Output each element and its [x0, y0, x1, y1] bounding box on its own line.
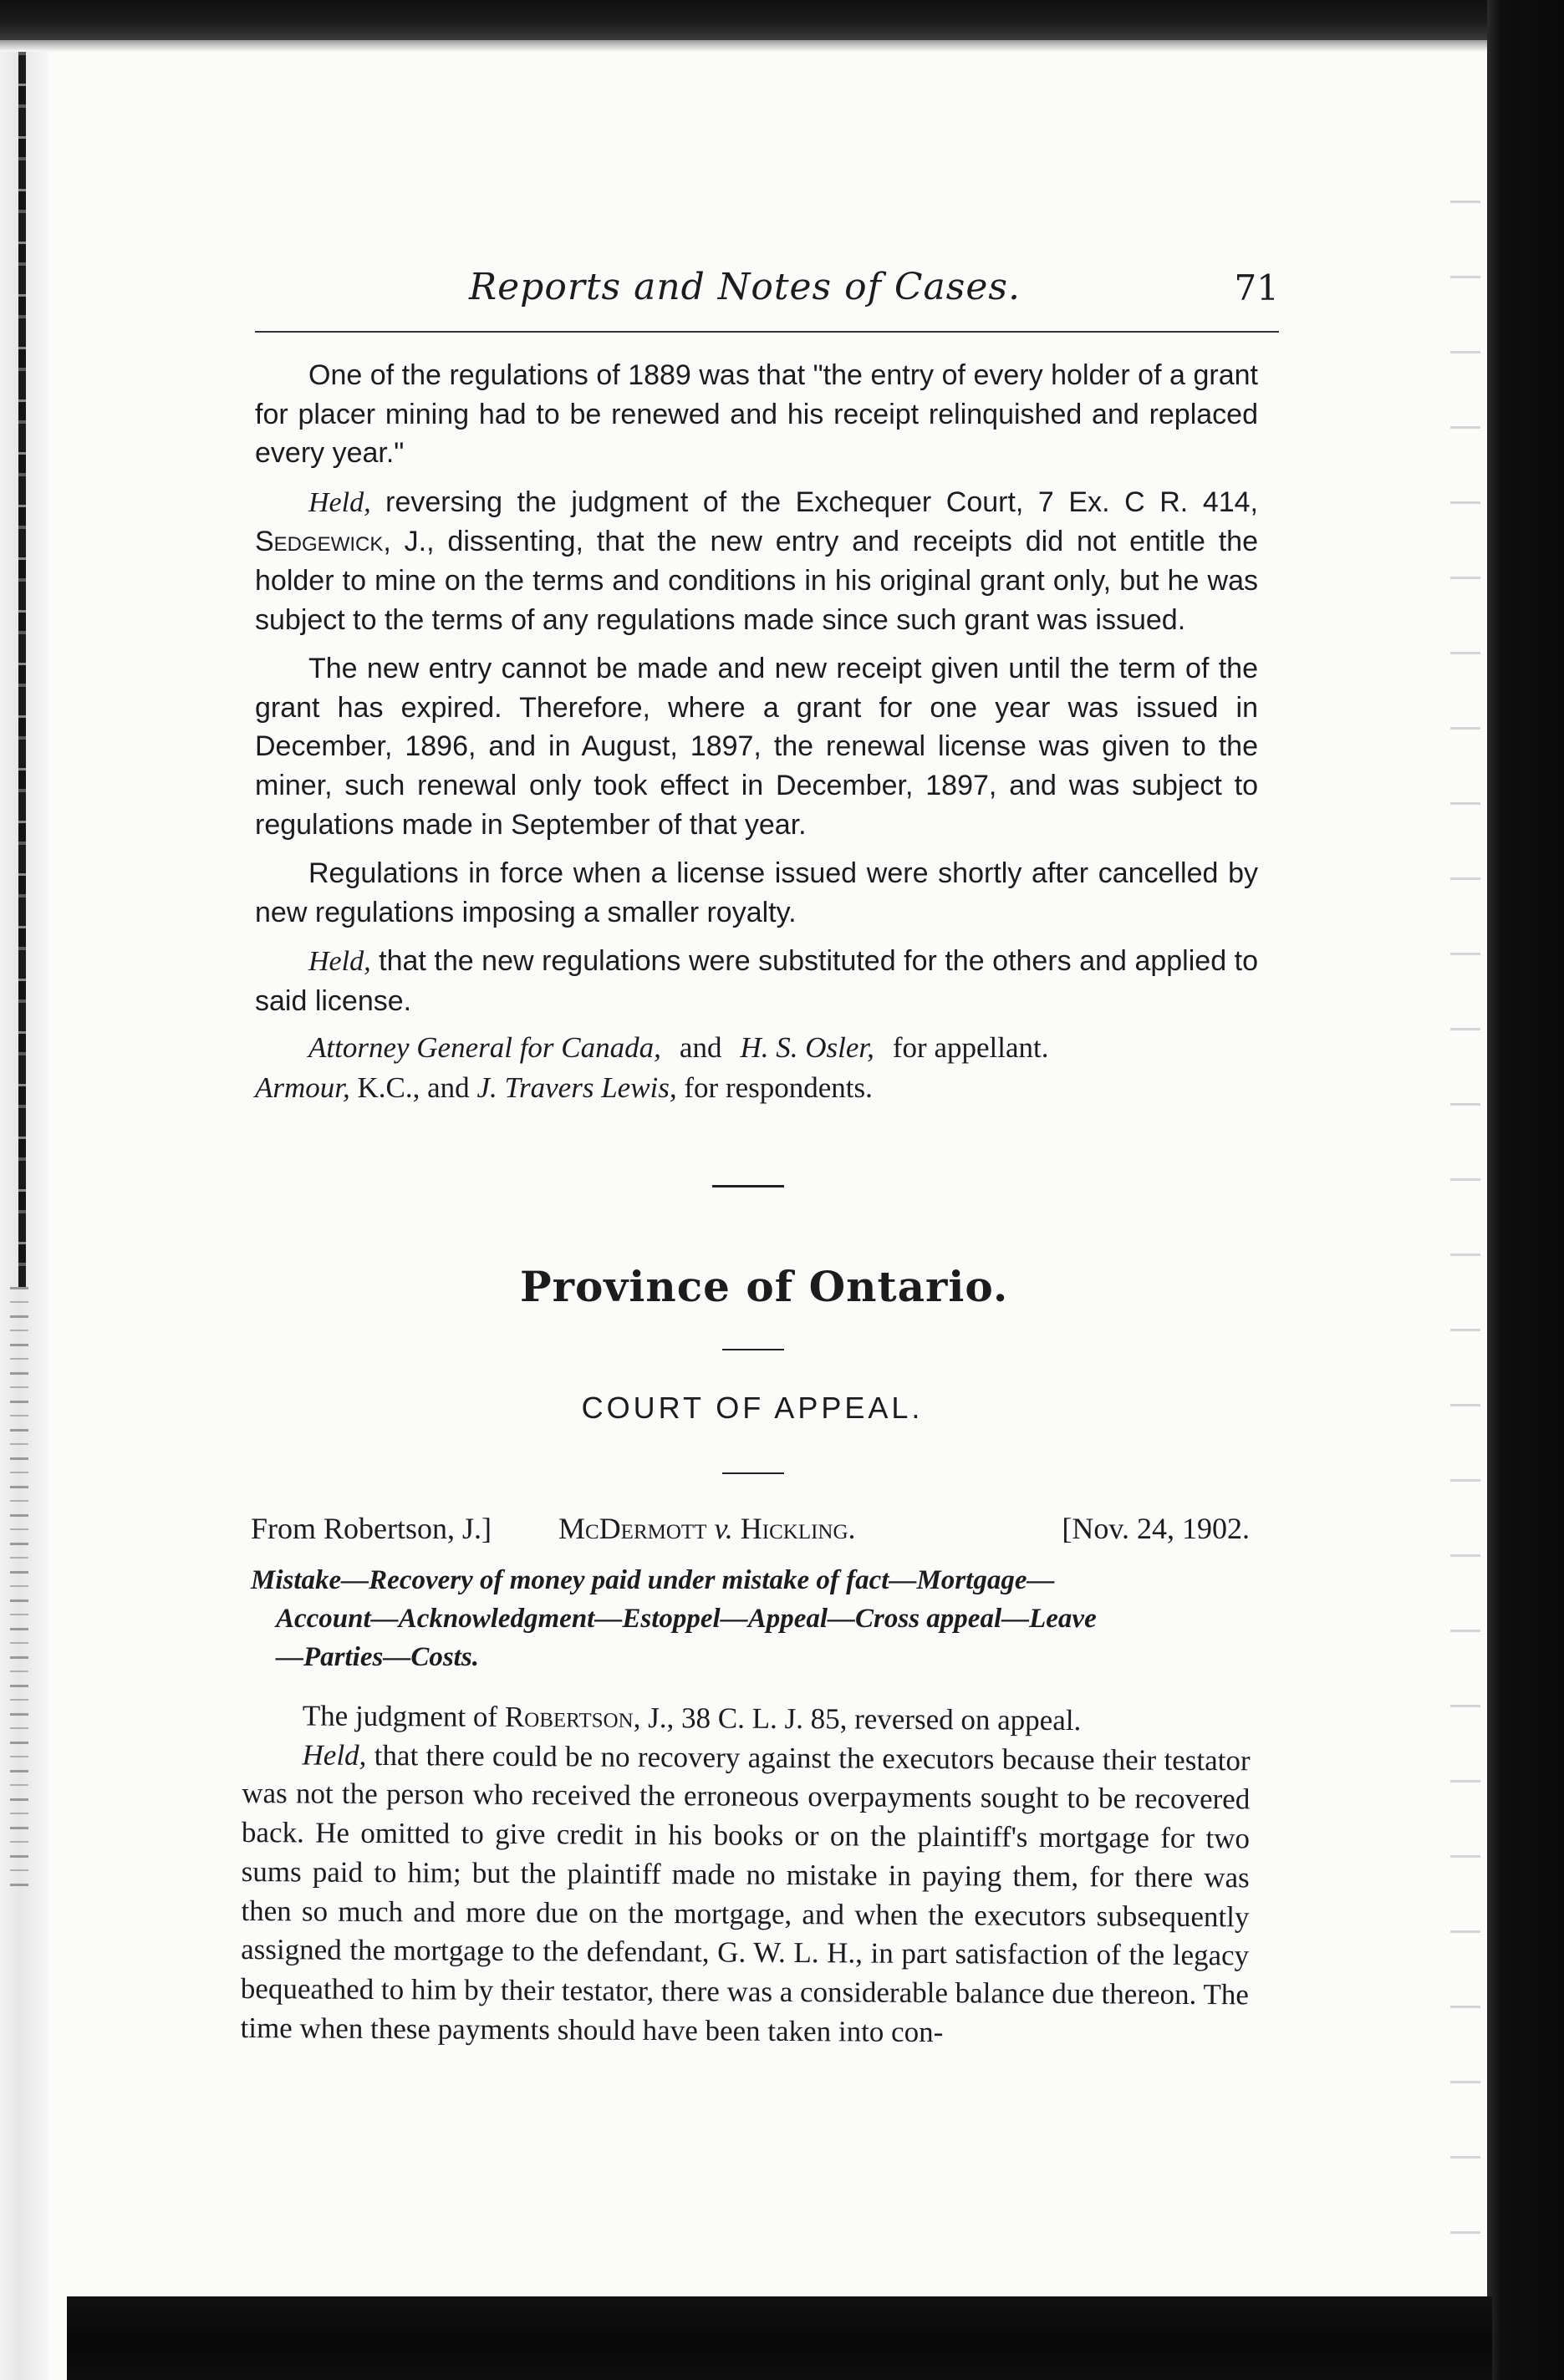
province-heading: Province of Ontario.: [520, 1262, 1009, 1311]
page-number: 71: [1234, 267, 1279, 308]
catchwords: [251, 1561, 1250, 1676]
paragraph: Regulations in force when a license issued were shortly after cancelled by new regulations imposing a smaller royalty.: [255, 857, 1258, 928]
case-from: From Robertson, J.]: [251, 1512, 492, 1545]
case-name: McDermott v. Hickling.: [558, 1512, 856, 1545]
running-head: [255, 261, 1279, 333]
scan-binding-shadow: [18, 33, 26, 1287]
court-heading: COURT OF APPEAL.: [581, 1391, 924, 1425]
case-date: [Nov. 24, 1902.: [1062, 1512, 1250, 1545]
held-lead: Held,: [302, 1738, 367, 1772]
paragraph: Held, reversing the judgment of the Exchequer Court, 7 Ex. C R. 414, Sedgewick, J., dissenting, that the new entry and receipts did not entitle the holder to mine on the terms and conditions in his original grant only, but he was subject to the terms of any regulations made since such grant was issued.: [255, 486, 1258, 636]
counsel-block: [255, 1028, 1258, 1108]
section-divider: [722, 1349, 784, 1350]
case-notes-lower: [240, 1696, 1251, 2054]
paragraph: Held, that the new regulations were substituted for the others and applied to said license.: [255, 945, 1258, 1017]
scan-top-border: [0, 0, 1564, 40]
catchwords-line: Mistake—Recovery of money paid under mistake of fact—Mortgage—: [251, 1565, 1055, 1595]
counsel-line-respondents: Armour, K.C., and J. Travers Lewis, for respondents.: [255, 1071, 873, 1104]
scan-bottom-border: [67, 2296, 1492, 2380]
paragraph: The new entry cannot be made and new receipt given until the term of the grant has expired. Therefore, where a grant for one year was issued in December, 1896, and in August, 1897, the renewal license was given to the miner, such renewal only took effect in December, 1897, and was subject to regulations made in September of that year.: [255, 653, 1258, 841]
section-divider: [722, 1472, 784, 1474]
held-lead: Held,: [308, 946, 371, 978]
scan-top-fade: [0, 40, 1564, 52]
paragraph: One of the regulations of 1889 was that "the entry of every holder of a grant for placer mining had to be renewed and his receipt relinquished and replaced every year.": [255, 359, 1258, 470]
case-style-line: [251, 1511, 1250, 1553]
held-lead: Held,: [308, 486, 371, 518]
running-title: Reports and Notes of Cases.: [469, 266, 1021, 308]
catchwords-line: Account—Acknowledgment—Estoppel—Appeal—Cross appeal—Leave: [276, 1604, 1097, 1634]
scan-right-border: [1487, 0, 1564, 2380]
counsel-line-appellant: Attorney General for Canada, and H. S. Osler, for appellant.: [308, 1031, 1049, 1064]
catchwords-line: —Parties—Costs.: [276, 1642, 479, 1672]
scan-right-speckle: [1450, 167, 1480, 2256]
case-notes-upper: [255, 356, 1258, 1031]
held-paragraph: Held, that there could be no recovery against the executors because their testator was not the person who received the erroneous overpayments sought to be recovered back. He omitted to give credit in his books or on the plaintiff's mortgage for two sums paid to him; but the plaintiff made no mistake in paying them, for there was then so much and more due on the mortgage, and when the executors subsequently assigned the mortgage to the defendant, G. W. L. H., in part satisfaction of the legacy bequeathed to him by their testator, there was a considerable balance due thereon. The time when these payments should have been taken into con-: [240, 1738, 1251, 2048]
judgment-paragraph: The judgment of Robertson, J., 38 C. L. J. 85, reversed on appeal.: [302, 1699, 1082, 1737]
scan-speckle: [10, 1287, 28, 1889]
section-divider: [712, 1185, 784, 1187]
judge-name: Robertson: [504, 1700, 634, 1734]
judge-name: Sedgewick: [255, 526, 384, 558]
